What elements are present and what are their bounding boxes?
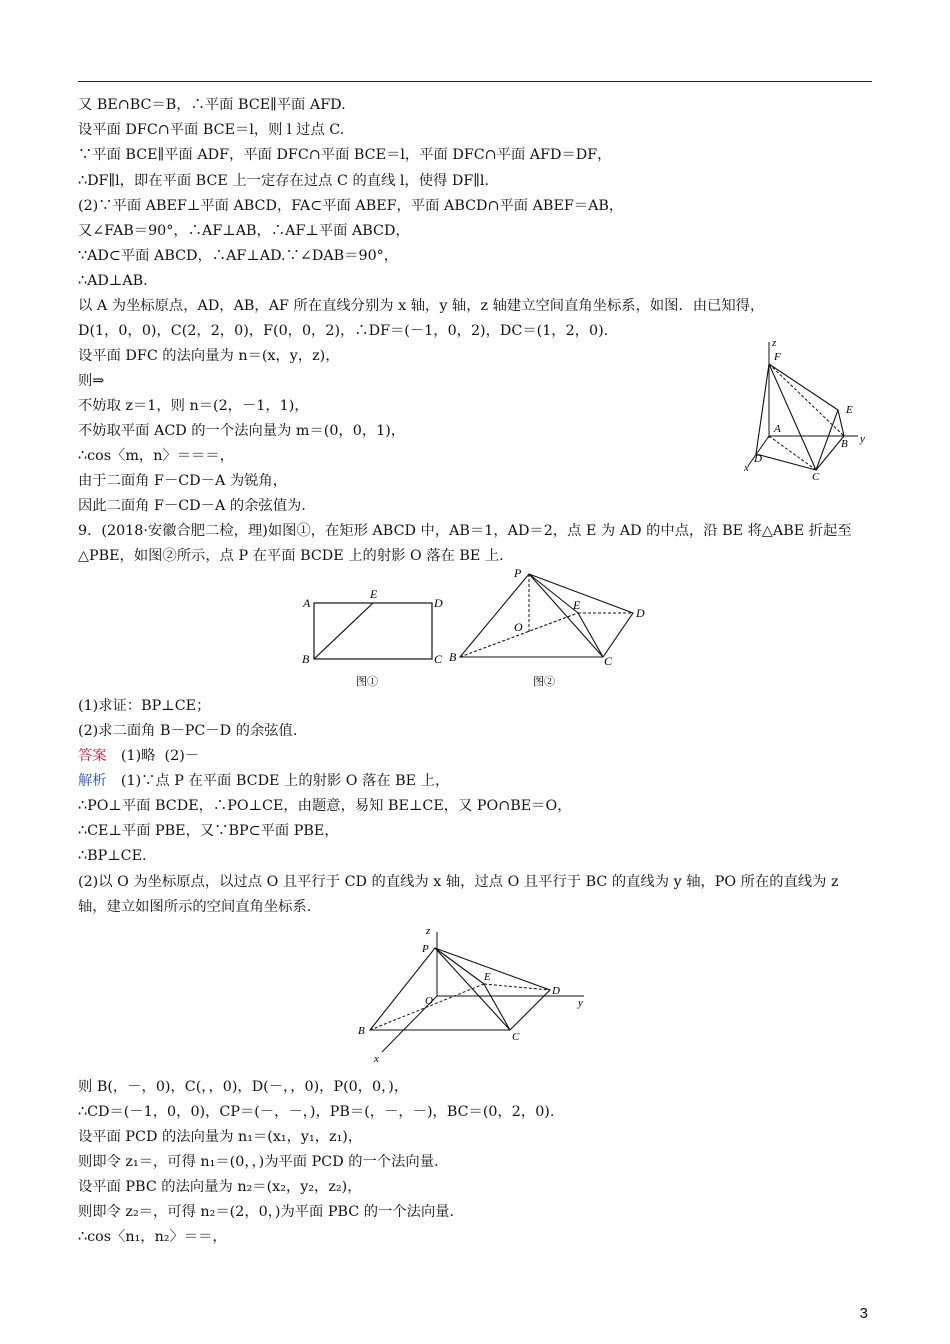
axis1-label-b: B (841, 438, 848, 450)
axis1-label-d: D (754, 453, 762, 465)
fig1-label-b: B (302, 652, 310, 666)
axis1-label-f: F (774, 351, 781, 363)
fig2-label-e: E (573, 598, 581, 612)
text-line: (2)以 O 为坐标原点，以过点 O 且平行于 CD 的直线为 x 轴，过点 O 且平行于 BC 的直线为 y 轴，PO 所在的直线为 z (78, 874, 839, 890)
text-line: 则即令 z₂＝，可得 n₂＝(2，0，)为平面 PBC 的一个法向量. (78, 1204, 455, 1220)
axis2-label-b: B (358, 1025, 365, 1037)
axis2-label-o: O (425, 995, 433, 1007)
text-line: 又 BE∩BC＝B，∴平面 BCE∥平面 AFD. (78, 97, 346, 113)
problem-9-line: △PBE，如图②所示，点 P 在平面 BCDE 上的射影 O 落在 BE 上. (78, 548, 504, 564)
analysis-line (78, 772, 449, 790)
fig2-label-p: P (514, 566, 522, 580)
axis2-label-p: P (422, 943, 429, 955)
header-rule (78, 81, 872, 82)
axis1-label-a: A (774, 423, 781, 435)
answer-text: (1)略 (2)－ (120, 748, 200, 764)
text-line: 不妨取 z＝1，则 n＝(2，－1，1)， (78, 398, 309, 414)
text-line: ∴CD＝(－1，0，0)，CP＝(－，－，)，PB＝(，－，－)，BC＝(0，2，0). (78, 1104, 555, 1120)
text-line: 不妨取平面 ACD 的一个法向量为 m＝(0，0，1)， (78, 423, 406, 439)
text-line: 则 B(，－，0)，C(，，0)，D(－，，0)，P(0，0，)， (78, 1079, 409, 1095)
text-line: (2)∵平面 ABEF⊥平面 ABCD，FA⊂平面 ABEF，平面 ABCD∩平面 ABEF＝AB， (78, 198, 624, 214)
fig1-label-a: A (303, 596, 311, 610)
axis1-label-y: y (860, 433, 865, 445)
text-line: 设平面 DFC∩平面 BCE＝l，则 l 过点 C. (78, 122, 345, 138)
text-line: 设平面 PCD 的法向量为 n₁＝(x₁，y₁，z₁)， (78, 1129, 363, 1145)
text-line: (2)求二面角 B－PC－D 的余弦值. (78, 723, 298, 739)
text-line: 又∠FAB＝90°，∴AF⊥AB，∴AF⊥平面 ABCD， (78, 223, 410, 239)
text-line: ∴CE⊥平面 PBE，又∵BP⊂平面 PBE， (78, 823, 339, 839)
axis1-label-x: x (744, 462, 749, 474)
text-line: 则⇒ (78, 373, 105, 389)
axis1-label-z: z (772, 337, 777, 349)
axis2-label-e: E (484, 971, 491, 983)
text-line: 由于二面角 F－CD－A 为锐角， (78, 473, 287, 489)
axis2-label-d: D (552, 985, 560, 997)
coordinate-figure-2 (352, 920, 597, 1065)
problem-9-line: 9．(2018·安徽合肥二检，理)如图①，在矩形 ABCD 中，AB＝1，AD＝2，点 E 为 AD 的中点，沿 BE 将△ABE 折起至 (78, 523, 852, 539)
fig1-label-d: D (434, 596, 443, 610)
text-line: 设平面 PBC 的法向量为 n₂＝(x₂，y₂，z₂)， (78, 1179, 362, 1195)
text-line: D(1，0，0)，C(2，2，0)，F(0，0，2)，∴DF＝(－1，0，2)，DC＝(1，2，0). (78, 323, 609, 339)
rectangle-figure (296, 585, 456, 695)
axis2-label-c: C (512, 1031, 520, 1043)
text-line: (1)求证：BP⊥CE； (78, 698, 211, 714)
text-line: 则即令 z₁＝，可得 n₁＝(0，，)为平面 PCD 的一个法向量. (78, 1154, 439, 1170)
text-line: ∵平面 BCE∥平面 ADF，平面 DFC∩平面 BCE＝l，平面 DFC∩平面 AFD＝DF， (78, 147, 612, 163)
text-line: 因此二面角 F－CD－A 的余弦值为. (78, 498, 306, 514)
text-line: ∴cos〈m，n〉＝＝＝， (78, 448, 234, 464)
fig2-label-b: B (449, 650, 457, 664)
text-line: 以 A 为坐标原点，AD，AB，AF 所在直线分别为 x 轴，y 轴，z 轴建立空间直角坐标系，如图．由已知得， (78, 298, 765, 314)
fig2-label-o: O (514, 620, 523, 634)
analysis-text: (1)∵点 P 在平面 BCDE 上的射影 O 落在 BE 上， (120, 773, 450, 789)
text-line: ∴cos〈n₁，n₂〉＝＝， (78, 1229, 227, 1245)
page-number: 3 (859, 1305, 868, 1322)
fig1-caption: 图① (356, 676, 378, 688)
coordinate-figure-1 (736, 336, 871, 484)
text-line: ∵AD⊂平面 ABCD，∴AF⊥AD.∵∠DAB＝90°， (78, 248, 399, 264)
fig2-label-d: D (636, 606, 645, 620)
axis2-label-z: z (426, 925, 431, 937)
fig1-label-c: C (434, 652, 443, 666)
text-line: ∴AD⊥AB. (78, 273, 148, 289)
answer-line (78, 747, 199, 765)
text-line: 设平面 DFC 的法向量为 n＝(x，y，z)， (78, 348, 340, 364)
fig2-label-c: C (604, 654, 613, 668)
axis2-label-x: x (374, 1053, 379, 1065)
axis2-label-y: y (578, 997, 583, 1009)
text-line: ∴BP⊥CE. (78, 848, 147, 864)
text-line: ∴PO⊥平面 BCDE，∴PO⊥CE，由题意，易知 BE⊥CE，又 PO∩BE＝O， (78, 798, 572, 814)
axis1-label-e: E (846, 404, 853, 416)
axis1-label-c: C (812, 471, 820, 483)
folded-figure (446, 565, 656, 695)
text-line: ∴DF∥l，即在平面 BCE 上一定存在过点 C 的直线 l，使得 DF∥l. (78, 173, 490, 189)
text-line: 轴，建立如图所示的空间直角坐标系. (78, 899, 312, 915)
fig2-caption: 图② (533, 676, 555, 688)
fig1-label-e: E (370, 587, 378, 601)
analysis-label: 解析 (78, 773, 107, 789)
answer-label: 答案 (78, 748, 107, 764)
